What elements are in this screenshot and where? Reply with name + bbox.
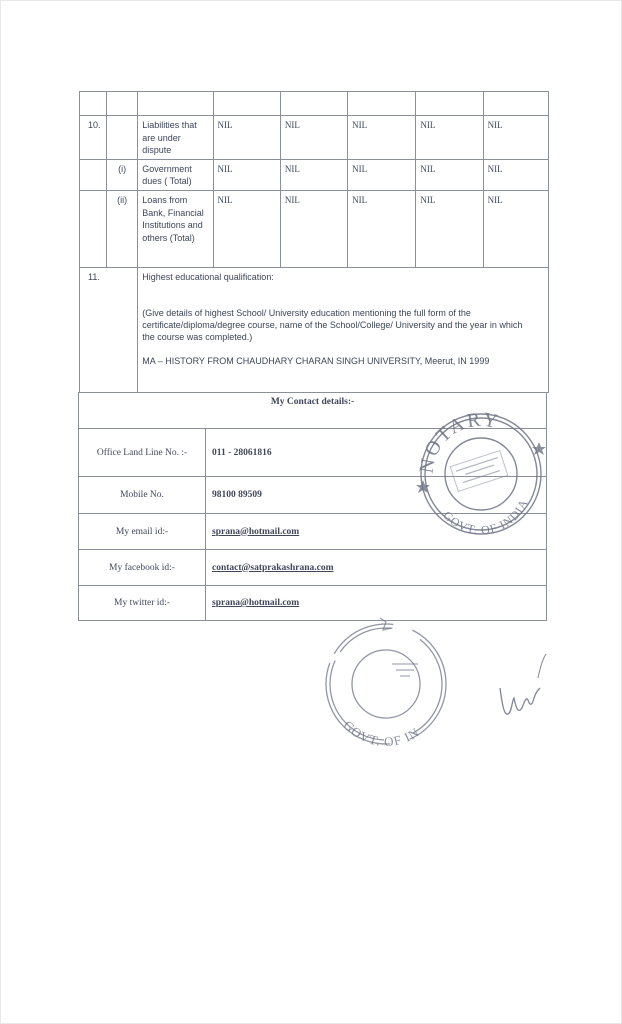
cell-value: NIL [348, 190, 416, 267]
qualification-answer: MA – HISTORY FROM CHAUDHARY CHARAN SINGH UNIVERSITY, Meerut, IN 1999 [142, 355, 490, 366]
cell-value: NIL [213, 159, 280, 190]
facebook-link[interactable]: contact@satprakashrana.com [206, 550, 547, 586]
notary-stamp-lower [322, 610, 452, 750]
qualification-instruction: (Give details of highest School/ University education mentioning the full form of the certificate/diploma/degree course, name of the School/College/ University and the year in which the course was completed.) [142, 307, 523, 342]
stamp-text: NOTARY [415, 408, 502, 475]
cell-value: NIL [416, 190, 483, 267]
contact-label: My facebook id:- [79, 550, 206, 586]
qualification-cell [138, 267, 549, 392]
contact-label: My twitter id:- [79, 586, 206, 621]
stamp-text: GOVT. OF INDIA [440, 496, 531, 537]
qualification-row [80, 267, 549, 392]
serial-number: 11. [80, 267, 138, 392]
sub-number: (ii) [107, 190, 138, 267]
table-row [79, 586, 547, 621]
cell-value: NIL [280, 159, 347, 190]
cell-value: NIL [280, 116, 347, 160]
cell-value: NIL [213, 190, 280, 267]
serial-number: 10. [80, 116, 107, 160]
table-row [80, 159, 549, 190]
office-phone: 011 - 28061816 [206, 429, 547, 477]
table-header-row [80, 92, 549, 116]
contact-title: My Contact details:- [79, 393, 547, 429]
cell-value: NIL [280, 190, 347, 267]
cell-value: NIL [348, 116, 416, 160]
liabilities-table [79, 91, 549, 393]
table-row [80, 190, 549, 267]
svg-text:GOVT. OF IN [341, 717, 423, 749]
cell-value: NIL [483, 159, 548, 190]
contact-label: Mobile No. [79, 477, 206, 514]
cell-value: NIL [483, 116, 548, 160]
cell-value: NIL [348, 159, 416, 190]
cell-value: NIL [483, 190, 548, 267]
svg-text:GOVT. OF INDIA [440, 496, 531, 537]
cell-value: NIL [416, 116, 483, 160]
notary-stamp-top [405, 402, 555, 537]
twitter-link[interactable]: sprana@hotmail.com [206, 586, 547, 621]
stamp-text: GOVT. OF IN [340, 717, 423, 750]
cell-value: NIL [416, 159, 483, 190]
contact-label: My email id:- [79, 514, 206, 550]
sub-number: (i) [107, 159, 138, 190]
row-label: Liabilities that are under dispute [138, 116, 213, 160]
table-row [79, 550, 547, 586]
contact-label: Office Land Line No. :- [79, 429, 206, 477]
svg-text:NOTARY [416, 409, 502, 475]
cell-value: NIL [213, 116, 280, 160]
table-row [80, 116, 549, 160]
row-label: Government dues ( Total) [138, 159, 213, 190]
row-label: Loans from Bank, Financial Institutions and others (Total) [138, 190, 213, 267]
qualification-heading: Highest educational qualification: [142, 271, 274, 282]
mobile-number: 98100 89509 [206, 477, 547, 514]
signature [494, 648, 554, 728]
email-link[interactable]: sprana@hotmail.com [206, 514, 547, 550]
